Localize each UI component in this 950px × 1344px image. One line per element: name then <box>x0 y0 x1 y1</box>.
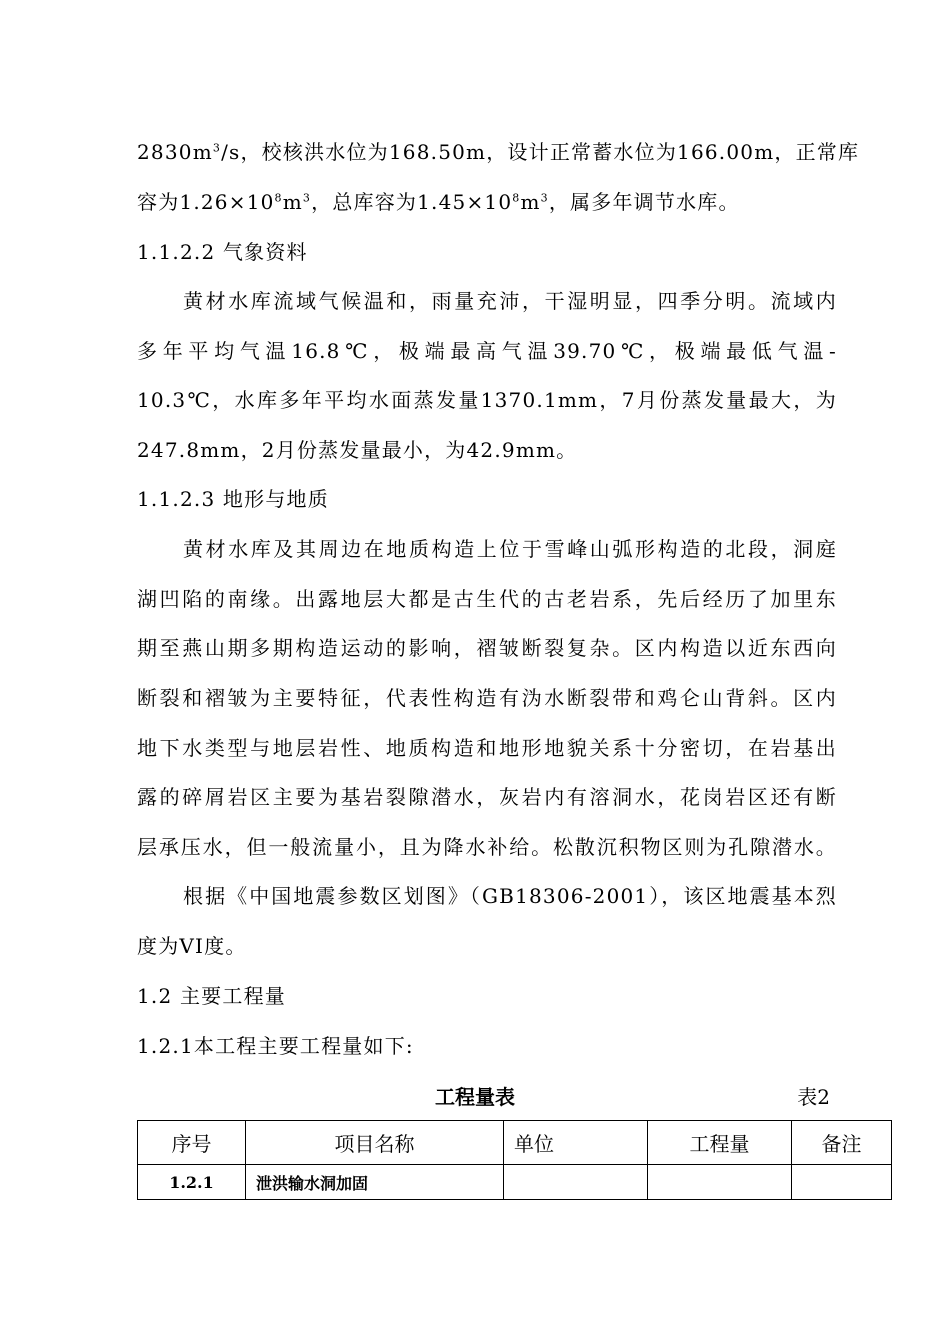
paragraph-line: 黄材水库流域气候温和，雨量充沛，干湿明显，四季分明。流域内 <box>183 289 837 313</box>
cell-quantity <box>648 1165 792 1200</box>
paragraph-line: 容为$1.26\times 10^8m^3$，总库容为$1.45\times 10^8m^3$，属多年调节水库。 <box>137 190 740 214</box>
header-cell-remark: 备注 <box>792 1121 892 1165</box>
paragraph-line: 度为VI度。 <box>137 934 247 958</box>
paragraph-line: $2830m^3/s$，校核洪水位为168.50m，设计正常蓄水位为166.00m，正常库 <box>137 140 860 164</box>
quantity-table <box>137 1120 892 1200</box>
paragraph-line: 黄材水库及其周边在地质构造上位于雪峰山弧形构造的北段，洞庭 <box>183 537 837 561</box>
cell-remark <box>792 1165 892 1200</box>
header-cell-quantity: 工程量 <box>648 1121 792 1165</box>
cell-item: 泄洪输水洞加固 <box>246 1165 504 1200</box>
paragraph-line: 湖凹陷的南缘。出露地层大都是古生代的古老岩系，先后经历了加里东 <box>137 587 837 611</box>
paragraph-line: 根据《中国地震参数区划图》（GB18306-2001），该区地震基本烈 <box>183 884 837 908</box>
cell-index: 1.2.1 <box>138 1165 246 1200</box>
table-title: 工程量表 <box>435 1085 515 1109</box>
section-heading: 1.1.2.2 气象资料 <box>137 240 308 264</box>
paragraph-line: 247.8mm，2月份蒸发量最小，为42.9mm。 <box>137 438 578 462</box>
paragraph-line: 10.3℃，水库多年平均水面蒸发量1370.1mm，7月份蒸发量最大，为 <box>137 388 837 412</box>
paragraph-line: 期至燕山期多期构造运动的影响，褶皱断裂复杂。区内构造以近东西向 <box>137 636 837 660</box>
header-cell-unit: 单位 <box>504 1121 648 1165</box>
table-row <box>138 1165 892 1200</box>
table-number: 表2 <box>797 1085 830 1109</box>
section-heading: 1.2 主要工程量 <box>137 984 286 1008</box>
paragraph-line: 断裂和褶皱为主要特征，代表性构造有沩水断裂带和鸡仑山背斜。区内 <box>137 686 837 710</box>
section-heading: 1.2.1本工程主要工程量如下: <box>137 1034 414 1058</box>
paragraph-line: 多年平均气温16.8℃，极端最高气温39.70℃，极端最低气温- <box>137 339 837 363</box>
header-cell-index: 序号 <box>138 1121 246 1165</box>
table-header-row <box>138 1121 892 1165</box>
paragraph-line: 地下水类型与地层岩性、地质构造和地形地貌关系十分密切，在岩基出 <box>137 736 837 760</box>
paragraph-line: 露的碎屑岩区主要为基岩裂隙潜水，灰岩内有溶洞水，花岗岩区还有断 <box>137 785 837 809</box>
section-heading: 1.1.2.3 地形与地质 <box>137 487 329 511</box>
paragraph-line: 层承压水，但一般流量小，且为降水补给。松散沉积物区则为孔隙潜水。 <box>137 835 837 859</box>
header-cell-item: 项目名称 <box>246 1121 504 1165</box>
cell-unit <box>504 1165 648 1200</box>
